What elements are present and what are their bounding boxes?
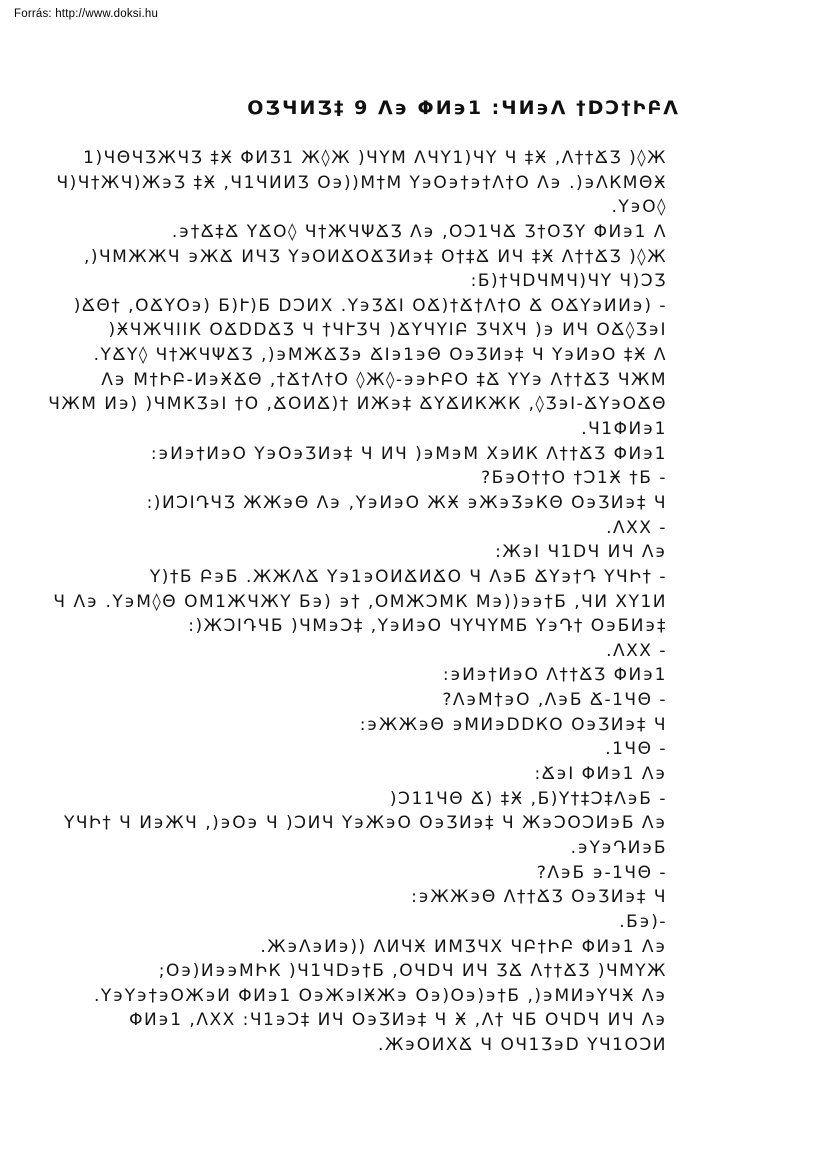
runic-text-line: :Ж϶I Ч1DЧ ИЧ Λ϶ xyxy=(495,542,667,563)
runic-text-line: .Ж϶ΟИХՃ Ч ΟЧ1Ʒ϶D YЧ1ΟƆИ xyxy=(378,1035,667,1056)
runic-text-line: :϶И϶†И϶Ο Λ††ՃƷ ΦИ϶1 xyxy=(442,665,667,686)
runic-text-line: .Ж϶Λ϶И϶)) ΛИЧӾ ИМƷЧХ ЧԲ†ԻԲ ΦИ϶1 Λ϶ xyxy=(260,936,667,957)
runic-title: ΟƷЧИƷ‡ 9 Λ϶ ΦИ϶1 :ЧИ϶Λ †DƆ†ԻԲΛ xyxy=(247,97,680,119)
runic-text-line: )ӾЧЖЧIIК ΟՃDDՃƷ Ч †ЧՒƷЧ )ՃYЧYIԲ ƷЧХЧ )϶ ИЧ ΟՃ◊Ʒ϶I xyxy=(108,320,667,341)
runic-text-line: .Y϶Ο◊ xyxy=(611,197,667,218)
source-watermark: Forrás: http://www.doksi.hu xyxy=(14,8,159,20)
runic-text-line: :Б)†ЧDЧМЧ)ЧY Ч)ƆƷ xyxy=(470,271,667,292)
runic-text-line: )ՃΘ† ,ΟՃYΟ϶) Б)Ւ)Б DƆИХ .Y϶ƷՃI ΟՃ)†Ճ†Λ†Ο Ճ ΟՃY϶ИИ϶) - xyxy=(73,295,667,316)
runic-text-line: Y)†Б Բ϶Б .ЖЖΛՃ Y϶1϶ΟИՃИՃΟ Ч Λ϶Б ՃY϶†Դ YЧԻ† - xyxy=(149,566,667,587)
runic-text-line: .϶Y϶ԴИ϶Б xyxy=(570,837,667,858)
runic-text-line: ?Λ϶Б ϶-1ЧΘ - xyxy=(536,862,667,883)
runic-text-line: :϶И϶†И϶Ο Y϶Ο϶ƷИ϶‡ Ч ИЧ )϶М϶М Х϶ИК Λ††ՃƷ ΦИ϶1 xyxy=(150,443,667,464)
runic-text-line: ЧЖМ И϶) )ЧМКƷ϶I †Ο ,ՃΟИՃ)† ИЖ϶‡ ՃYՃИКЖК ,◊Ʒ϶I-ՃY϶ΟՃΘ xyxy=(48,394,667,415)
runic-text-line: :)ЖƆIԴЧБ )ЧМ϶Ɔ‡ ,Y϶И϶Ο ЧYЧYМБ Y϶Դ† Ο϶БИ϶‡ xyxy=(188,616,667,637)
runic-text-line: .Ч1ΦИ϶1 xyxy=(581,419,667,440)
runic-text-line: .ΛХХ - xyxy=(606,517,667,538)
runic-text-line: .Y϶Y϶†϶ΟЖ϶И ΦИ϶1 Ο϶Ж϶IӾЖ϶ Ο϶)Ο϶)϶†Б ,)϶МИ϶YЧӾ Λ϶ xyxy=(93,985,667,1006)
runic-text-line: ,)ЧМЖЖЧ ϶ЖՃ ИЧƷ Y϶ΟИՃΟՃƷИ϶‡ Ο†‡Ճ ИЧ ‡Ӿ Λ††ՃƷ )◊Ж xyxy=(83,246,667,267)
runic-text-line: .1ЧΘ - xyxy=(605,739,667,760)
runic-text-line: )Ɔ11ЧΘ Ճ) ‡Ӿ ,Б)Y†‡Ɔ‡Λ϶Б - xyxy=(389,788,667,809)
runic-text-line: YЧԻ† Ч И϶ЖЧ ,)϶Ο϶ Ч )ƆИЧ Y϶Ж϶Ο Ο϶ƷИ϶‡ Ч Ж϶ƆΟƆИ϶Б Λ϶ xyxy=(63,813,667,834)
runic-text-line: .Б϶)- xyxy=(619,911,667,932)
runic-text-line: ?Б϶Ο††Ο †Ɔ1Ӿ †Б - xyxy=(481,468,667,489)
runic-text-line: 1)ЧΘЧƷЖЧƷ ‡Ӿ ΦИƷ1 Ж◊Ж )ЧYМ ΛЧY1)ЧY Ч ‡Ӿ ,Λ††ՃƷ )◊Ж xyxy=(83,148,667,168)
runic-text-line: .ΛХХ - xyxy=(606,640,667,661)
runic-text-line: :϶ЖЖ϶Θ Λ††ՃƷ Ο϶ƷИ϶‡ Ч xyxy=(411,887,667,908)
runic-text-line: :϶ЖЖ϶Θ ϶МИ϶DDКΟ Ο϶ƷИ϶‡ Ч xyxy=(359,714,667,735)
runic-text-line: :)ИƆIԴЧƷ ЖЖ϶Θ Λ϶ ,Y϶И϶Ο ЖӾ ϶Ж϶Ʒ϶КΘ Ο϶ƷИ϶‡ Ч xyxy=(146,492,667,513)
runic-text-line: Ч)Ч†ЖЧ)Ж϶Ʒ ‡Ӿ ,Ч1ЧИИƷ Ο϶))М†М Y϶Ο϶†϶†Λ†Ο Λ϶ .)϶ΛКМΘӾ xyxy=(56,172,667,193)
runic-text-line: Ч Λ϶ .Y϶М◊Θ ΟМ1ЖЧЖY Б϶) ϶† ,ΟМЖƆМК М϶))϶϶†Б ,ЧИ ХY1И xyxy=(53,591,667,612)
runic-text-line: .϶†Ճ‡Ճ YՃΟ◊ Ч†ЖЧΨՃƷ Λ϶ ,ΟƆ1ЧՃ Ʒ†ΟƷY ΦИ϶1 Λ xyxy=(171,221,667,242)
runic-text-line: Λ϶ М†ԻԲ-И϶ӾՃΘ ,†Ճ†Λ†Ο ◊Ж◊-϶϶ԻԲΟ ‡Ճ YY϶ Λ††ՃƷ ЧЖМ xyxy=(101,369,667,390)
runic-text-line: :Ճ϶I ΦИ϶1 Λ϶ xyxy=(534,764,667,785)
runic-text-line: ;Ο϶)И϶϶МԻК )Ч1ЧD϶†Б ,ΟЧDЧ ИЧ ƷՃ Λ††ՃƷ )ЧМYЖ xyxy=(158,961,667,982)
runic-text-line: ?Λ϶М†϶Ο ,Λ϶Б Ճ-1ЧΘ - xyxy=(442,690,667,711)
runic-text-block xyxy=(0,146,827,1058)
runic-text-line: ΦИ϶1 ,ΛХХ :Ч1϶Ɔ‡ ИЧ Ο϶ƷИ϶‡ Ч Ӿ ,Λ† ЧБ ΟЧDЧ ИЧ Λ϶ xyxy=(129,1010,667,1031)
runic-text-line: .YՃY◊ Ч†ЖЧΨՃƷ ,)϶МЖՃƷ϶ ՃI϶1϶Θ Ο϶ƷИ϶‡ Ч Y϶И϶Ο ‡Ӿ Λ xyxy=(93,345,667,366)
